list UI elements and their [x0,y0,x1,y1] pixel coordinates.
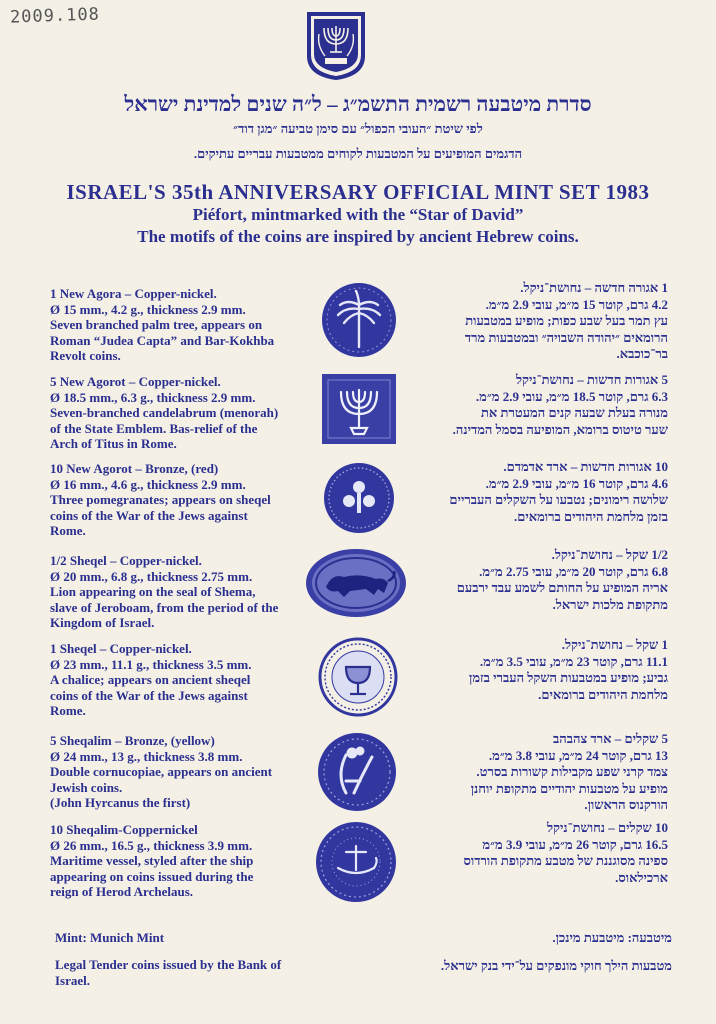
lion-seal-coin-icon [304,547,408,619]
coin-hebrew-description: 5 שקלים – ארד צהבהב 13 גרם, קוטר 24 מ״מ, עובי 3.8 מ״מ. צמד קרני שפע מקבילות קשורות בסרט. מופיע על מטבעות יהודיים מתקופת יוחנן הורקנוס הראשון. [470,731,668,813]
coin-hebrew-description: 10 אגורות חדשות – ארד אדמדם. 4.6 גרם, קוטר 16 מ״מ, עובי 2.9 מ״מ. שלושה רימונים; נטבעו על השקלים העבריים בזמן מלחמת היהודים ברומאים. [449,459,668,524]
mint-english: Mint: Munich Mint [55,930,165,945]
coin-hebrew-description: 1 אגורה חדשה – נחושת־ניקל. 4.2 גרם, קוטר 15 מ״מ, עובי 2.9 מ״מ. עץ תמר בעל שבע כפות; מופיע במטבעות הרומאים ״יהודה השבויה״ ובמטבעות מרד בר־כוכבא. [464,280,668,362]
palm-tree-coin-icon [320,281,398,359]
chalice-coin-icon [316,637,400,717]
legal-tender-hebrew: מטבעות הילך חוקי מונפקים על־ידי בנק ישראל. [440,958,672,973]
coin-hebrew-description: 10 שקלים – נחושת־ניקל 16.5 גרם, קוטר 26 מ״מ, עובי 3.9 מ״מ ספינה מסוגננת של מטבע מתקופת הורדוס ארכילאוס. [463,820,668,885]
coin-hebrew-description: 1 שקל – נחושת־ניקל. 11.1 גרם, קוטר 23 מ״מ, עובי 3.5 מ״מ. גביע; מופיע במטבעות השקל העברי בזמן מלחמת היהודים ברומאים. [469,637,668,702]
pomegranates-coin-icon [322,461,396,535]
menorah-emblem-icon [305,10,367,82]
coin-english-description: 1/2 Sheqel – Copper-nickel. Ø 20 mm., 6.8 g., thickness 2.75 mm. Lion appearing on the seal of Shema, slave of Jeroboam, from the period of the Kingdom of Israel. [50,553,279,631]
coin-english-description: 5 Sheqalim – Bronze, (yellow) Ø 24 mm., 13 g., thickness 3.8 mm. Double cornucopiae, appears on ancient Jewish coins. (John Hyrcanus the first) [50,733,273,811]
mint-hebrew: מיטבעה: מיטבעת מינכן. [552,930,672,945]
english-subtitle-1: Piéfort, mintmarked with the “Star of David” [192,205,524,224]
coin-english-description: 10 New Agorot – Bronze, (red) Ø 16 mm., 4.6 g., thickness 2.9 mm. Three pomegranates; appears on sheqel coins of the War of the Jews against Rome. [50,461,271,539]
hebrew-subtitle-1: לפי שיטת ״העובי הכפול״ עם סימן טביעה ״מגן דוד״ [233,121,483,136]
menorah-coin-icon [320,372,398,446]
coin-english-description: 10 Sheqalim-Coppernickel Ø 26 mm., 16.5 g., thickness 3.9 mm. Maritime vessel, styled after the ship appearing on coins issued during the reign of Herod Archelaus. [50,822,254,900]
legal-tender-english: Legal Tender coins issued by the Bank of Israel. [55,957,282,988]
cornucopiae-coin-icon [316,731,398,813]
ship-coin-icon [314,820,398,904]
english-subtitle-2: The motifs of the coins are inspired by ancient Hebrew coins. [137,227,579,246]
accession-number: 2009.108 [9,4,101,28]
hebrew-title: סדרת מיטבעה רשמית התשמ״ג – ל״ה שנים למדינת ישראל [124,92,592,116]
english-title: ISRAEL'S 35th ANNIVERSARY OFFICIAL MINT SET 1983 [66,180,650,204]
coin-hebrew-description: 1/2 שקל – נחושת־ניקל. 6.8 גרם, קוטר 20 מ״מ, עובי 2.75 מ״מ. אריה המופיע על החותם לשמע עבד ירבעם מתקופת מלכות ישראל. [456,547,668,612]
coin-english-description: 1 Sheqel – Copper-nickel. Ø 23 mm., 11.1 g., thickness 3.5 mm. A chalice; appears on ancient sheqel coins of the War of the Jews against Rome. [50,641,252,719]
coin-english-description: 1 New Agora – Copper-nickel. Ø 15 mm., 4.2 g., thickness 2.9 mm. Seven branched palm tree, appears on Roman “Judea Capta” and Bar-Kokhba Revolt coins. [50,286,275,364]
coin-english-description: 5 New Agorot – Copper-nickel. Ø 18.5 mm., 6.3 g., thickness 2.9 mm. Seven-branched candelabrum (menorah) of the State Emblem. Bas-relief of the Arch of Titus in Rome. [50,374,279,452]
coin-hebrew-description: 5 אגורות חדשות – נחושת־ניקל 6.3 גרם, קוטר 18.5 מ״מ, עובי 2.9 מ״מ. מנורה בעלת שבעה קנים המעטרת את שער טיטוס ברומא, המופיעה בסמל המדינה. [452,372,668,437]
hebrew-subtitle-2: הדגמים המופיעים על המטבעות לקוחים ממטבעות עבריים עתיקים. [193,146,523,161]
